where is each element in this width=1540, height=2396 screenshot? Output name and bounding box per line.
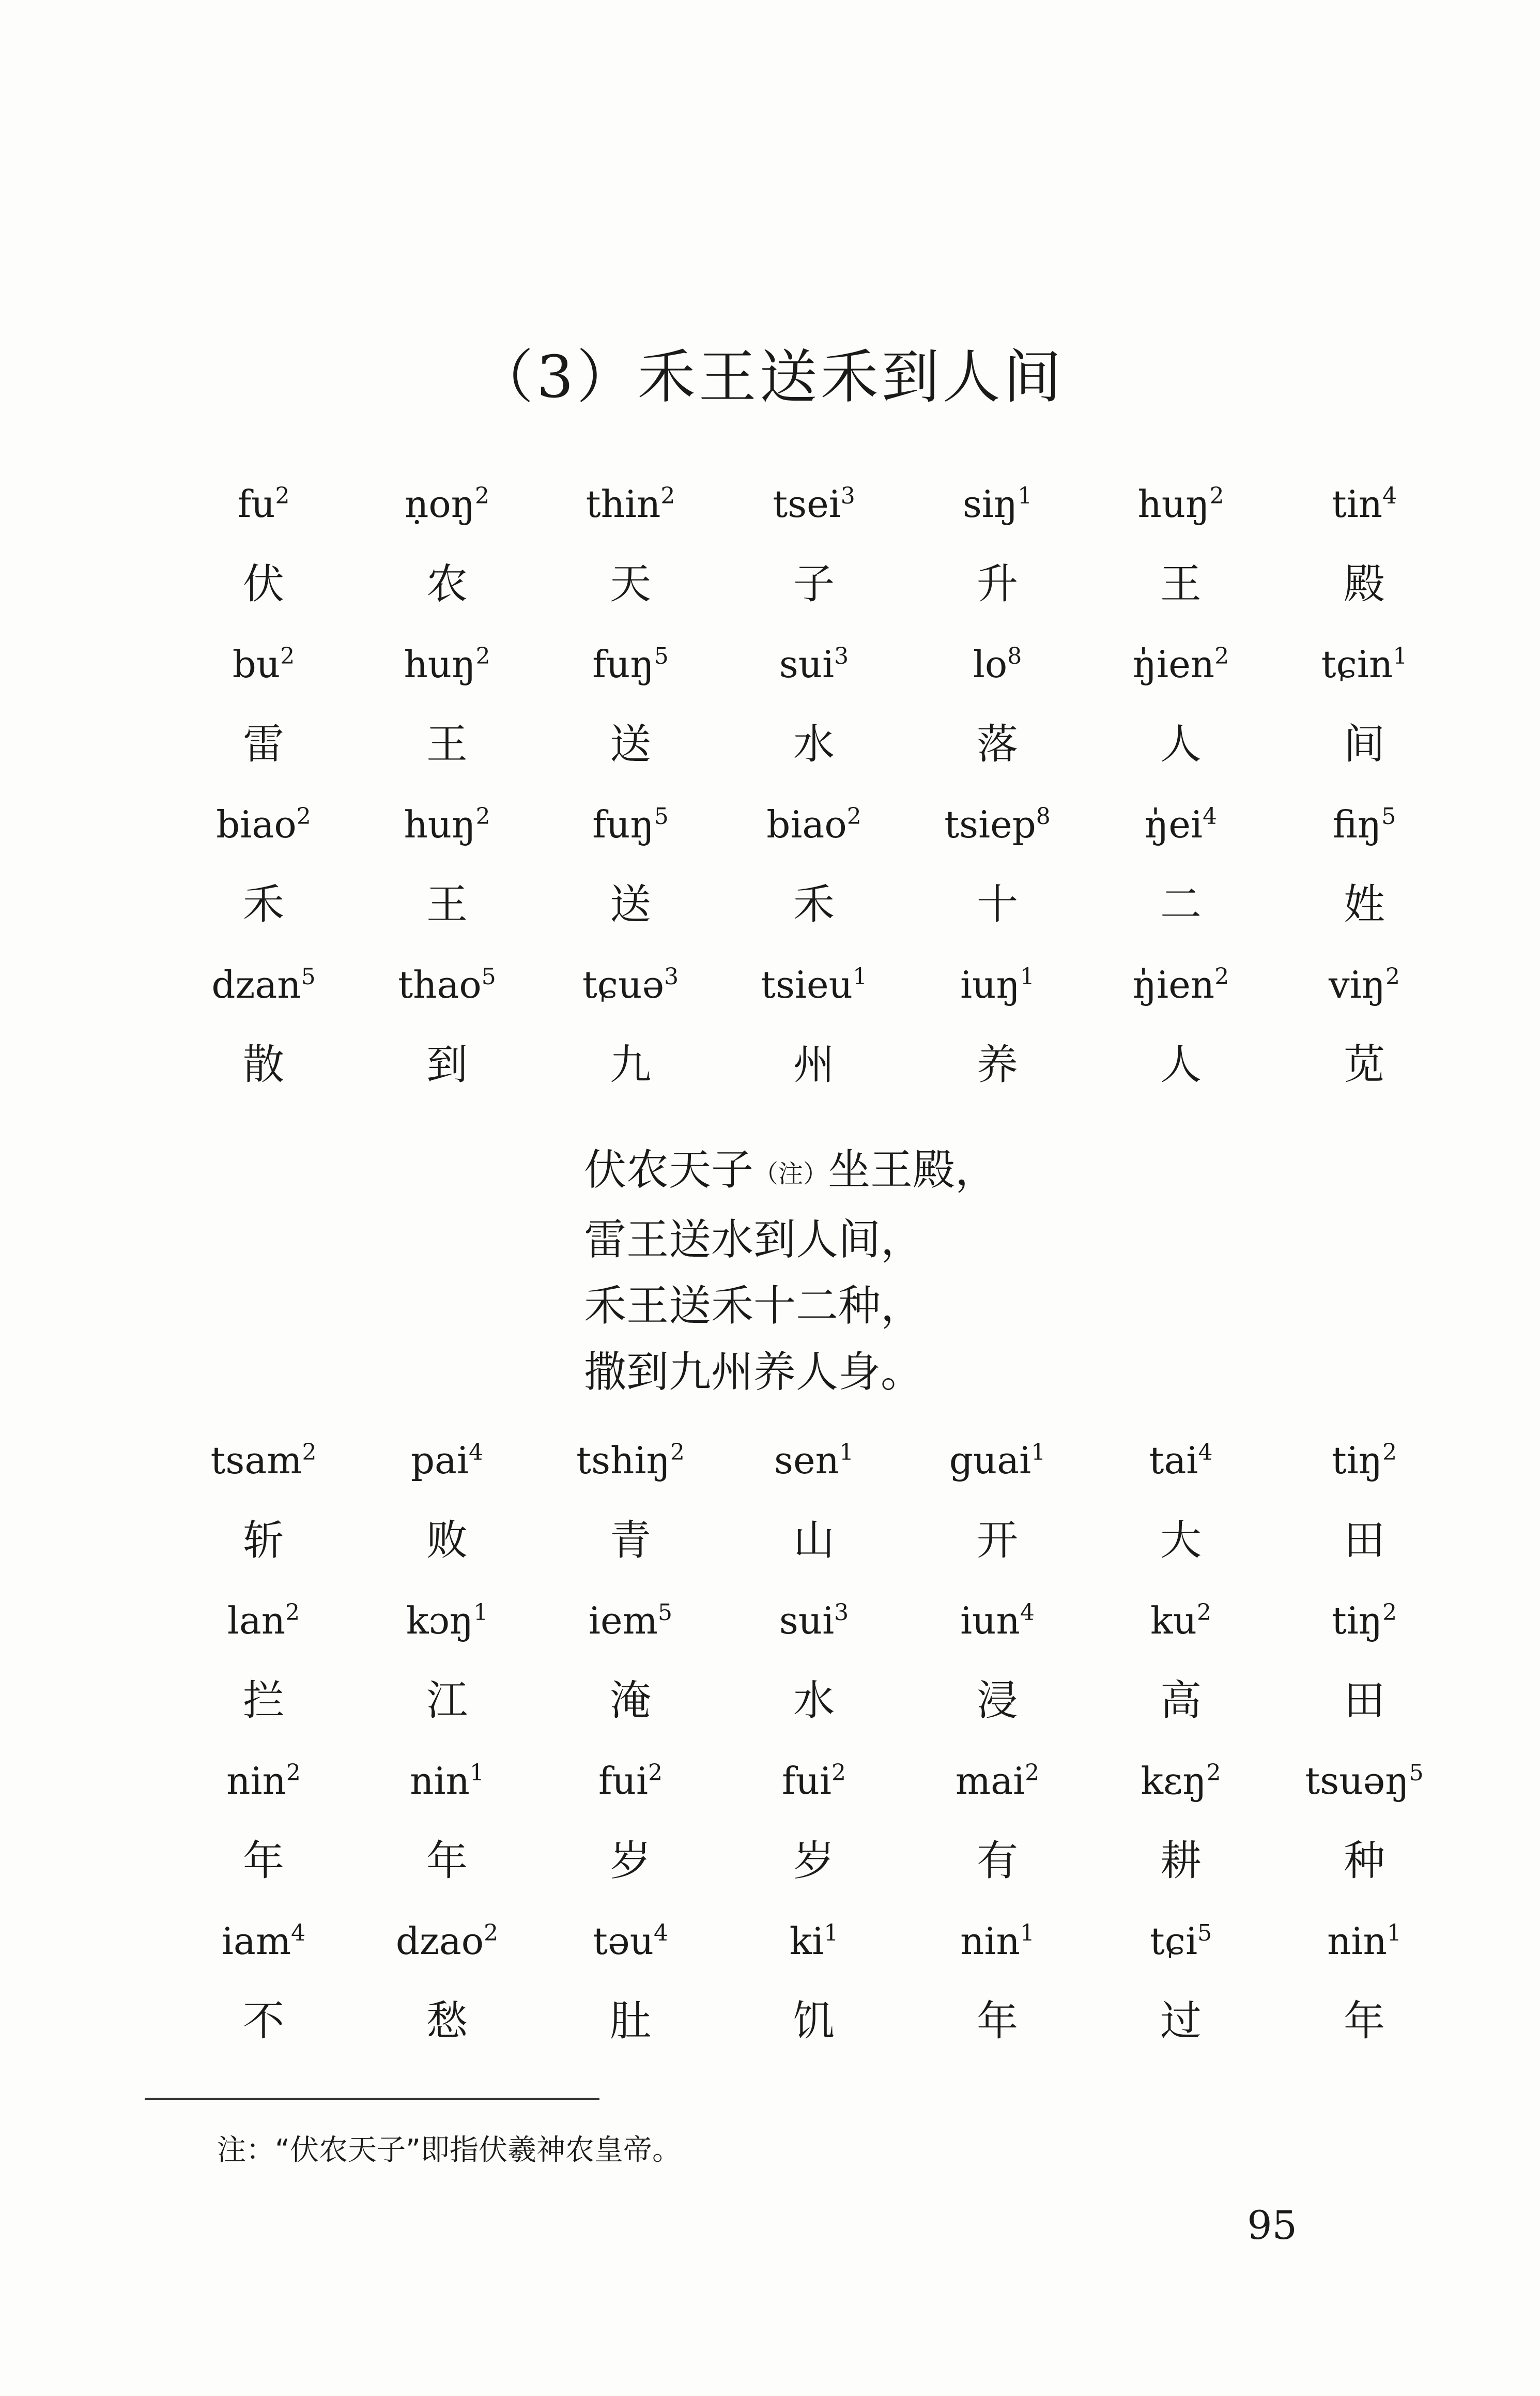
romanized-syllable — [1093, 641, 1269, 688]
romanized-syllable — [1276, 1597, 1452, 1644]
syllable-text: tai — [1149, 1439, 1198, 1482]
syllable-text: pai — [410, 1439, 469, 1482]
syllable-text: bu — [232, 643, 281, 686]
syllable-text: fiŋ — [1332, 803, 1382, 846]
romanized-syllable — [910, 1597, 1085, 1644]
tone-number: 2 — [1214, 964, 1229, 990]
syllable-text: mai — [955, 1759, 1025, 1803]
romanized-syllable — [543, 1597, 718, 1644]
syllable-text: iem — [589, 1599, 658, 1642]
interlinear-row — [176, 962, 1400, 1111]
tone-number: 5 — [657, 1599, 672, 1626]
chinese-character: 王 — [1160, 560, 1202, 608]
chinese-character: 二 — [1160, 880, 1202, 928]
romanized-syllable — [726, 801, 902, 848]
syllable-text: tsam — [210, 1439, 302, 1482]
tone-number: 1 — [839, 1439, 854, 1466]
tone-number: 4 — [1382, 483, 1397, 509]
note-marker: （注） — [753, 1159, 828, 1188]
chinese-character: 饥 — [793, 1997, 835, 2045]
syllable-text: huŋ — [1137, 482, 1210, 526]
syllable-text: huŋ — [404, 803, 476, 846]
romanized-syllable — [1093, 962, 1269, 1008]
romanized-syllable — [910, 801, 1085, 848]
romanized-syllable — [1276, 962, 1452, 1008]
tone-number: 5 — [481, 964, 496, 990]
romanized-syllable — [359, 1597, 535, 1644]
syllable-text: sui — [779, 1599, 835, 1642]
translation-line-1-a: 伏农天子 — [584, 1146, 754, 1195]
romanized-syllable — [543, 1437, 718, 1484]
tone-number: 1 — [824, 1920, 839, 1946]
translation-line-1-b: 坐王殿， — [828, 1146, 998, 1195]
syllable-text: tsei — [773, 482, 841, 526]
chinese-character: 送 — [610, 880, 651, 928]
tone-number: 2 — [302, 1439, 317, 1466]
romanized-syllable — [910, 481, 1085, 527]
tone-number: 2 — [648, 1760, 663, 1786]
syllable-text: iun — [960, 1599, 1020, 1642]
chinese-character: 山 — [793, 1516, 835, 1564]
tone-number: 5 — [301, 964, 316, 990]
chinese-character: 雷 — [243, 720, 284, 768]
syllable-text: tsiep — [944, 803, 1036, 846]
tone-number: 2 — [1382, 1599, 1397, 1626]
tone-number: 3 — [664, 964, 679, 990]
syllable-text: tshiŋ — [576, 1439, 670, 1482]
syllable-text: nin — [410, 1759, 470, 1803]
tone-number: 4 — [291, 1920, 306, 1946]
tone-number: 2 — [670, 1439, 685, 1466]
syllable-text: sui — [779, 643, 835, 686]
chinese-character: 年 — [426, 1837, 468, 1885]
syllable-text: dzan — [211, 963, 301, 1006]
chinese-character: 淹 — [610, 1676, 651, 1724]
syllable-text: tin — [1331, 482, 1383, 526]
romanized-syllable — [543, 481, 718, 527]
tone-number: 1 — [469, 1760, 484, 1786]
tone-number: 2 — [475, 643, 490, 669]
tone-number: 2 — [1025, 1760, 1040, 1786]
chinese-character: 过 — [1160, 1997, 1202, 2045]
chinese-character: 伏 — [243, 560, 284, 608]
chinese-character: 愁 — [426, 1997, 468, 2045]
tone-number: 1 — [473, 1599, 488, 1626]
romanized-syllable — [910, 962, 1085, 1008]
tone-number: 5 — [1381, 803, 1396, 830]
tone-number: 1 — [1393, 643, 1408, 669]
chinese-character: 有 — [977, 1837, 1018, 1885]
page-number: 95 — [1247, 2202, 1297, 2248]
translation-line-4: 撒到九州养人身。 — [584, 1348, 923, 1397]
romanized-syllable — [543, 1758, 718, 1804]
chinese-character: 年 — [977, 1997, 1018, 2045]
romanized-syllable — [176, 1597, 351, 1644]
syllable-text: kɛŋ — [1141, 1759, 1207, 1803]
chinese-character: 殿 — [1344, 560, 1385, 608]
romanized-syllable — [359, 641, 535, 688]
romanized-syllable — [1093, 1597, 1269, 1644]
tone-number: 2 — [484, 1920, 499, 1946]
tone-number: 4 — [653, 1920, 668, 1946]
syllable-text: tɕuə — [582, 963, 665, 1006]
romanized-syllable — [726, 1918, 902, 1964]
tone-number: 4 — [1198, 1439, 1213, 1466]
romanized-syllable — [359, 962, 535, 1008]
chinese-character: 水 — [793, 720, 835, 768]
translation-line-2: 雷王送水到人间， — [584, 1215, 923, 1264]
tone-number: 2 — [1197, 1599, 1211, 1626]
syllable-text: ṇoŋ — [404, 482, 475, 526]
chinese-character: 禾 — [243, 880, 284, 928]
chinese-character: 到 — [426, 1041, 468, 1089]
syllable-text: iam — [221, 1919, 291, 1963]
romanized-syllable — [726, 1758, 902, 1804]
syllable-text: biao — [216, 803, 297, 846]
romanized-syllable — [176, 1918, 351, 1964]
syllable-text: ku — [1150, 1599, 1197, 1642]
romanized-syllable — [910, 1918, 1085, 1964]
romanized-syllable — [726, 962, 902, 1008]
chinese-translation — [584, 1137, 997, 1406]
romanized-syllable — [543, 962, 718, 1008]
tone-number: 1 — [1387, 1920, 1402, 1946]
romanized-syllable — [910, 1758, 1085, 1804]
tone-number: 2 — [475, 483, 490, 509]
chinese-character: 种 — [1344, 1837, 1385, 1885]
chinese-character: 州 — [793, 1041, 835, 1089]
interlinear-row — [176, 801, 1396, 951]
romanized-syllable — [1093, 1437, 1269, 1484]
syllable-text: huŋ — [404, 643, 476, 686]
romanized-syllable — [543, 641, 718, 688]
chinese-character: 人 — [1160, 720, 1202, 768]
interlinear-row — [176, 1597, 1397, 1747]
chinese-character: 田 — [1344, 1676, 1385, 1724]
tone-number: 1 — [852, 964, 867, 990]
chinese-character: 田 — [1344, 1516, 1385, 1564]
romanized-syllable — [543, 1918, 718, 1964]
tone-number: 2 — [1385, 964, 1400, 990]
chinese-character: 王 — [426, 880, 468, 928]
romanized-syllable — [910, 641, 1085, 688]
tone-number: 2 — [846, 803, 861, 830]
romanized-syllable — [726, 481, 902, 527]
tone-number: 5 — [1197, 1920, 1212, 1946]
syllable-text: lan — [227, 1599, 286, 1642]
syllable-text: fuŋ — [592, 643, 654, 686]
tone-number: 5 — [654, 643, 669, 669]
tone-number: 2 — [1209, 483, 1224, 509]
syllable-text: təu — [593, 1919, 654, 1963]
interlinear-row — [176, 1758, 1424, 1907]
syllable-text: iuŋ — [960, 963, 1020, 1006]
chinese-character: 人 — [1160, 1041, 1202, 1089]
tone-number: 2 — [1214, 643, 1229, 669]
chinese-character: 散 — [243, 1041, 284, 1089]
tone-number: 3 — [840, 483, 855, 509]
chinese-character: 江 — [426, 1676, 468, 1724]
chinese-character: 禾 — [793, 880, 835, 928]
chinese-character: 农 — [426, 560, 468, 608]
chinese-character: 斩 — [243, 1516, 284, 1564]
chinese-character: 九 — [610, 1041, 651, 1089]
interlinear-row — [176, 641, 1408, 791]
romanized-syllable — [359, 1918, 535, 1964]
tone-number: 4 — [1020, 1599, 1035, 1626]
tone-number: 2 — [1382, 1439, 1397, 1466]
syllable-text: sen — [774, 1439, 839, 1482]
syllable-text: ki — [789, 1919, 824, 1963]
tone-number: 2 — [1206, 1760, 1221, 1786]
tone-number: 2 — [831, 1760, 846, 1786]
syllable-text: thin — [586, 482, 661, 526]
syllable-text: tɕin — [1321, 643, 1393, 686]
romanized-syllable — [726, 641, 902, 688]
romanized-syllable — [1093, 1758, 1269, 1804]
romanized-syllable — [910, 1437, 1085, 1484]
tone-number: 3 — [834, 643, 849, 669]
tone-number: 5 — [654, 803, 669, 830]
romanized-syllable — [176, 481, 351, 527]
tone-number: 2 — [285, 1599, 300, 1626]
syllable-text: biao — [766, 803, 847, 846]
syllable-text: ŋ̍ien — [1132, 963, 1215, 1006]
syllable-text: nin — [960, 1919, 1020, 1963]
tone-number: 1 — [1031, 1439, 1046, 1466]
tone-number: 1 — [1020, 1920, 1035, 1946]
chinese-character: 岁 — [793, 1837, 835, 1885]
syllable-text: viŋ — [1328, 963, 1386, 1006]
chinese-character: 岁 — [610, 1837, 651, 1885]
romanized-syllable — [359, 1437, 535, 1484]
romanized-syllable — [1093, 481, 1269, 527]
chinese-character: 败 — [426, 1516, 468, 1564]
chinese-character: 十 — [977, 880, 1018, 928]
syllable-text: fui — [781, 1759, 832, 1803]
tone-number: 8 — [1036, 803, 1051, 830]
romanized-syllable — [1093, 801, 1269, 848]
tone-number: 2 — [280, 643, 295, 669]
footnote-divider — [145, 2098, 599, 2100]
syllable-text: thao — [398, 963, 482, 1006]
chinese-character: 大 — [1160, 1516, 1202, 1564]
syllable-text: tsuəŋ — [1305, 1759, 1409, 1803]
syllable-text: guai — [949, 1439, 1031, 1482]
romanized-syllable — [176, 801, 351, 848]
syllable-text: nin — [1327, 1919, 1387, 1963]
chinese-character: 年 — [243, 1837, 284, 1885]
syllable-text: nin — [226, 1759, 286, 1803]
romanized-syllable — [1276, 1758, 1452, 1804]
chinese-character: 苋 — [1344, 1041, 1385, 1089]
syllable-text: tiŋ — [1331, 1599, 1383, 1642]
tone-number: 1 — [1018, 483, 1033, 509]
page-title: （3）禾王送禾到人间 — [475, 344, 1065, 411]
chinese-character: 子 — [793, 560, 835, 608]
chinese-character: 不 — [243, 1997, 284, 2045]
tone-number: 2 — [660, 483, 675, 509]
romanized-syllable — [1093, 1918, 1269, 1964]
syllable-text: kɔŋ — [406, 1599, 474, 1642]
syllable-text: siŋ — [962, 482, 1018, 526]
romanized-syllable — [359, 481, 535, 527]
chinese-character: 开 — [977, 1516, 1018, 1564]
romanized-syllable — [176, 641, 351, 688]
tone-number: 4 — [469, 1439, 484, 1466]
interlinear-row — [176, 1918, 1402, 2068]
chinese-character: 送 — [610, 720, 651, 768]
syllable-text: lo — [973, 643, 1008, 686]
tone-number: 1 — [1020, 964, 1035, 990]
romanized-syllable — [359, 1758, 535, 1804]
interlinear-row — [176, 481, 1397, 631]
syllable-text: tɕi — [1149, 1919, 1198, 1963]
footnote: 注：“伏农天子”即指伏羲神农皇帝。 — [217, 2133, 682, 2167]
chinese-character: 耕 — [1160, 1837, 1202, 1885]
syllable-text: tiŋ — [1331, 1439, 1383, 1482]
romanized-syllable — [176, 1758, 351, 1804]
chinese-character: 天 — [610, 560, 651, 608]
romanized-syllable — [726, 1437, 902, 1484]
chinese-character: 王 — [426, 720, 468, 768]
romanized-syllable — [1276, 1437, 1452, 1484]
tone-number: 2 — [296, 803, 311, 830]
chinese-character: 落 — [977, 720, 1018, 768]
chinese-character: 年 — [1344, 1997, 1385, 2045]
chinese-character: 水 — [793, 1676, 835, 1724]
chinese-character: 青 — [610, 1516, 651, 1564]
chinese-character: 间 — [1344, 720, 1385, 768]
translation-line-3: 禾王送禾十二种， — [584, 1281, 923, 1331]
interlinear-row — [176, 1437, 1397, 1587]
romanized-syllable — [1276, 801, 1452, 848]
romanized-syllable — [359, 801, 535, 848]
syllable-text: fui — [598, 1759, 649, 1803]
chinese-character: 养 — [977, 1041, 1018, 1089]
tone-number: 3 — [834, 1599, 849, 1626]
romanized-syllable — [176, 1437, 351, 1484]
chinese-character: 高 — [1160, 1676, 1202, 1724]
chinese-character: 浸 — [977, 1676, 1018, 1724]
romanized-syllable — [1276, 481, 1452, 527]
syllable-text: tsieu — [761, 963, 853, 1006]
chinese-character: 肚 — [610, 1997, 651, 2045]
tone-number: 2 — [475, 803, 490, 830]
chinese-character: 姓 — [1344, 880, 1385, 928]
romanized-syllable — [1276, 641, 1452, 688]
chinese-character: 拦 — [243, 1676, 284, 1724]
translation-line-1 — [584, 1137, 997, 1207]
chinese-character: 升 — [977, 560, 1018, 608]
romanized-syllable — [543, 801, 718, 848]
tone-number: 2 — [286, 1760, 301, 1786]
tone-number: 4 — [1203, 803, 1217, 830]
tone-number: 5 — [1409, 1760, 1424, 1786]
syllable-text: ŋ̍ien — [1132, 643, 1215, 686]
romanized-syllable — [176, 962, 351, 1008]
romanized-syllable — [1276, 1918, 1452, 1964]
romanized-syllable — [726, 1597, 902, 1644]
syllable-text: ŋ̍ei — [1144, 803, 1203, 846]
syllable-text: dzao — [395, 1919, 484, 1963]
syllable-text: fu — [237, 482, 275, 526]
tone-number: 2 — [275, 483, 290, 509]
tone-number: 8 — [1007, 643, 1022, 669]
syllable-text: fuŋ — [592, 803, 654, 846]
